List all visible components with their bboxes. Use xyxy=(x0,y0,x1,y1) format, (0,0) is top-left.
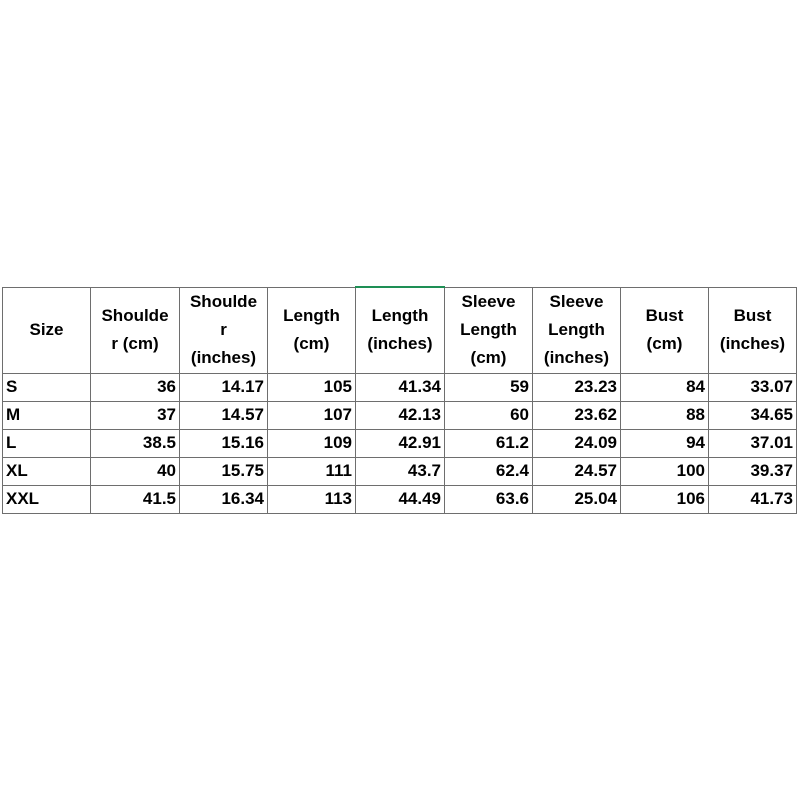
table-cell: 62.4 xyxy=(445,457,533,485)
size-cell: M xyxy=(3,401,91,429)
table-cell: 59 xyxy=(445,373,533,401)
table-cell: 38.5 xyxy=(91,429,180,457)
size-cell: S xyxy=(3,373,91,401)
table-cell: 41.34 xyxy=(356,373,445,401)
table-cell: 111 xyxy=(268,457,356,485)
table-cell: 40 xyxy=(91,457,180,485)
table-row xyxy=(3,401,797,429)
table-cell: 39.37 xyxy=(709,457,797,485)
header-shoulder-inches: Shoulde r (inches) xyxy=(180,287,268,373)
table-cell: 34.65 xyxy=(709,401,797,429)
table-cell: 61.2 xyxy=(445,429,533,457)
table-cell: 63.6 xyxy=(445,485,533,513)
header-length-inches: Length (inches) xyxy=(356,287,445,373)
table-cell: 15.75 xyxy=(180,457,268,485)
table-cell: 100 xyxy=(621,457,709,485)
table-cell: 16.34 xyxy=(180,485,268,513)
table-cell: 37 xyxy=(91,401,180,429)
table-cell: 109 xyxy=(268,429,356,457)
table-row xyxy=(3,429,797,457)
header-row xyxy=(3,287,797,373)
table-cell: 41.73 xyxy=(709,485,797,513)
table-cell: 107 xyxy=(268,401,356,429)
table-cell: 94 xyxy=(621,429,709,457)
table-cell: 42.13 xyxy=(356,401,445,429)
table-cell: 33.07 xyxy=(709,373,797,401)
table-cell: 15.16 xyxy=(180,429,268,457)
table-cell: 24.57 xyxy=(533,457,621,485)
table-cell: 36 xyxy=(91,373,180,401)
table-cell: 42.91 xyxy=(356,429,445,457)
header-sleeve-length-inches: Sleeve Length (inches) xyxy=(533,287,621,373)
table-cell: 23.23 xyxy=(533,373,621,401)
table-cell: 43.7 xyxy=(356,457,445,485)
size-cell: L xyxy=(3,429,91,457)
header-shoulder-cm: Shoulde r (cm) xyxy=(91,287,180,373)
header-bust-cm: Bust (cm) xyxy=(621,287,709,373)
table-cell: 14.17 xyxy=(180,373,268,401)
header-bust-inches: Bust (inches) xyxy=(709,287,797,373)
table-row xyxy=(3,373,797,401)
header-sleeve-length-cm: Sleeve Length (cm) xyxy=(445,287,533,373)
table-cell: 113 xyxy=(268,485,356,513)
header-size: Size xyxy=(3,287,91,373)
size-cell: XL xyxy=(3,457,91,485)
table-row xyxy=(3,485,797,513)
size-chart-table xyxy=(2,286,797,514)
table-cell: 37.01 xyxy=(709,429,797,457)
table-cell: 24.09 xyxy=(533,429,621,457)
size-cell: XXL xyxy=(3,485,91,513)
table-cell: 44.49 xyxy=(356,485,445,513)
table-cell: 23.62 xyxy=(533,401,621,429)
table-cell: 88 xyxy=(621,401,709,429)
table-cell: 84 xyxy=(621,373,709,401)
table-cell: 41.5 xyxy=(91,485,180,513)
header-length-cm: Length (cm) xyxy=(268,287,356,373)
table-cell: 106 xyxy=(621,485,709,513)
table-cell: 25.04 xyxy=(533,485,621,513)
table-row xyxy=(3,457,797,485)
table-cell: 14.57 xyxy=(180,401,268,429)
table-cell: 105 xyxy=(268,373,356,401)
table-cell: 60 xyxy=(445,401,533,429)
